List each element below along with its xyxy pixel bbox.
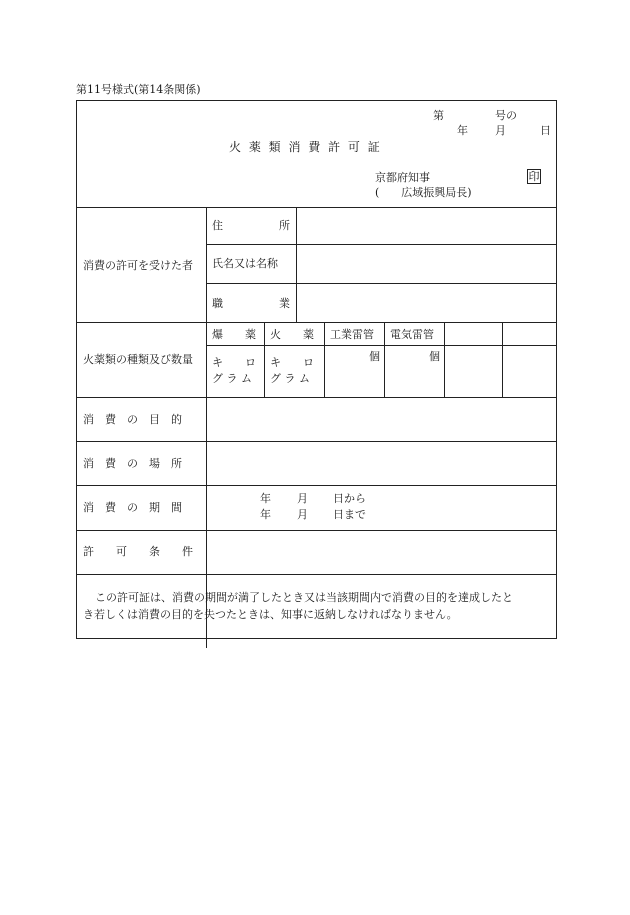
- issuer-governor: 京都府知事: [375, 171, 430, 184]
- issue-date-day: 日: [540, 124, 551, 137]
- header-explosive: 爆 薬: [212, 328, 256, 341]
- unit-gram-gunpowder: グ ラ ム: [270, 372, 310, 385]
- unit-kilo-gunpowder: キ ロ: [270, 356, 314, 369]
- period-from-month: 月: [297, 492, 308, 505]
- form-number-label: 第11号様式(第14条関係): [76, 83, 201, 96]
- explosives-label: 火薬類の種類及び数量: [83, 353, 193, 366]
- unit-piece-industrial: 個: [369, 350, 380, 363]
- purpose-label: 消 費 の 目 的: [83, 413, 182, 426]
- header-electric-detonator: 電気雷管: [390, 328, 434, 341]
- unit-piece-electric: 個: [429, 350, 440, 363]
- period-to-year: 年: [260, 508, 271, 521]
- unit-kilo-explosive: キ ロ: [212, 356, 256, 369]
- issue-date-year: 年: [457, 124, 468, 137]
- permit-title: 火 薬 類 消 費 許 可 証: [229, 140, 380, 154]
- permit-form: [76, 100, 557, 639]
- address-label: 住 所: [212, 219, 290, 232]
- period-to-day: 日まで: [333, 508, 366, 521]
- name-label: 氏名又は名称: [212, 257, 278, 270]
- issue-date-month: 月: [495, 124, 506, 137]
- unit-gram-explosive: グ ラ ム: [212, 372, 252, 385]
- conditions-label: 許 可 条 件: [83, 545, 193, 558]
- permit-number-suffix: 号の: [495, 109, 517, 122]
- notice-line-1: この許可証は、消費の期間が満了したとき又は当該期間内で消費の目的を達成したと: [95, 591, 513, 604]
- seal-stamp: 印: [528, 170, 540, 183]
- permit-number-prefix: 第: [433, 109, 444, 122]
- period-from-year: 年: [260, 492, 271, 505]
- period-to-month: 月: [297, 508, 308, 521]
- header-gunpowder: 火 薬: [270, 328, 314, 341]
- issuer-regional-bureau: ( 広域振興局長): [375, 186, 472, 199]
- licensee-label: 消費の許可を受けた者: [83, 259, 193, 272]
- place-label: 消 費 の 場 所: [83, 457, 182, 470]
- header-industrial-detonator: 工業雷管: [330, 328, 374, 341]
- occupation-label: 職 業: [212, 297, 290, 310]
- period-from-day: 日から: [333, 492, 366, 505]
- notice-line-2: き若しくは消費の目的を失つたときは、知事に返納しなければなりません。: [83, 608, 458, 621]
- period-label: 消 費 の 期 間: [83, 501, 182, 514]
